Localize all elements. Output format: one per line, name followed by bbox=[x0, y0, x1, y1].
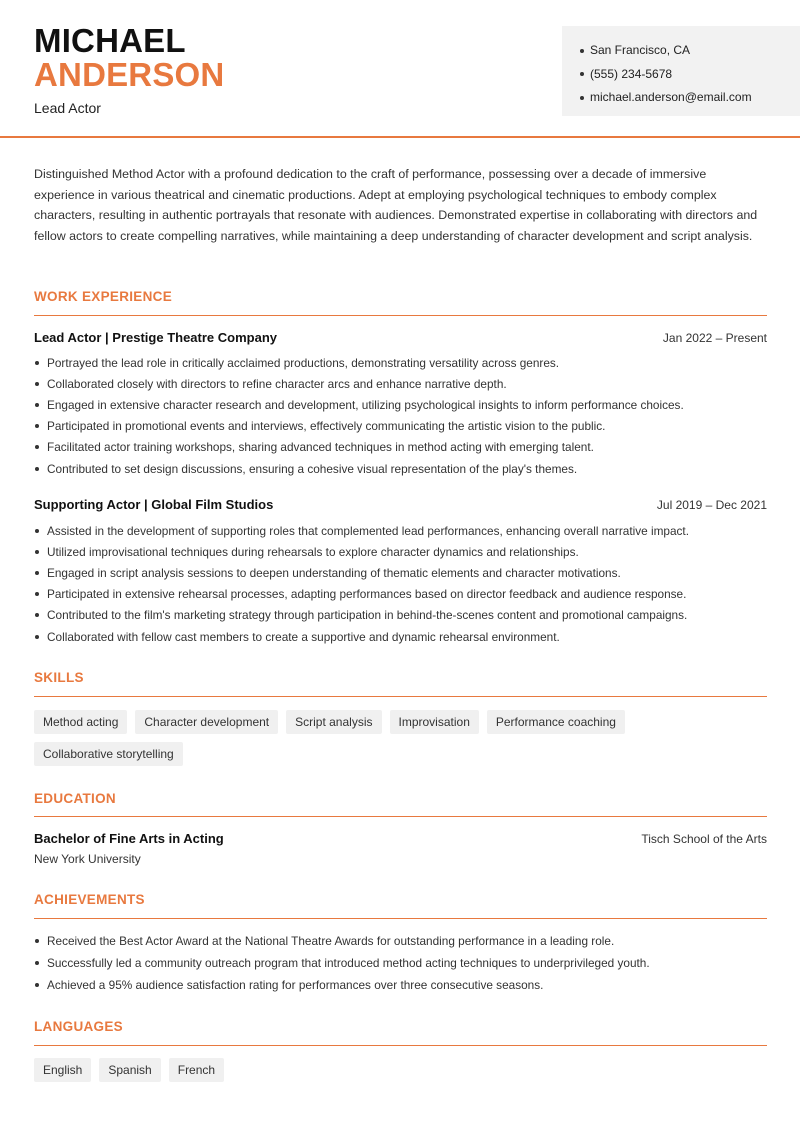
contact-phone bbox=[580, 63, 800, 87]
first-name: MICHAEL bbox=[34, 22, 186, 59]
list-item bbox=[34, 562, 767, 583]
contact-box bbox=[562, 26, 800, 116]
language-tag: French bbox=[169, 1058, 224, 1082]
contact-phone-text: (555) 234-5678 bbox=[590, 66, 673, 81]
list-item bbox=[34, 952, 767, 974]
contact-location-text: San Francisco, CA bbox=[590, 43, 691, 57]
bullet-icon bbox=[35, 613, 39, 617]
language-tag: Spanish bbox=[99, 1058, 160, 1082]
bullet-icon bbox=[35, 592, 39, 596]
job-role: Supporting Actor | Global Film Studios bbox=[34, 497, 274, 512]
skills-list bbox=[34, 710, 767, 766]
bullet-icon bbox=[35, 961, 39, 965]
section-title-achievements: ACHIEVEMENTS bbox=[34, 892, 145, 907]
list-item bbox=[34, 352, 767, 373]
list-item bbox=[34, 605, 767, 626]
job-header bbox=[34, 497, 767, 512]
education-header bbox=[34, 831, 767, 846]
professional-summary: Distinguished Method Actor with a profound dedication to the craft of performance, possessing over a decade of immersive experience in various theatrical and cinematic productions. Adept at employing psychological techniques to embody complex characters, resulting in authentic portrayals that resonate with audiences. Demonstrated expertise in collaborating with directors and fellow actors to create compelling narratives, while maintaining a deep understanding of character development and script analysis. bbox=[34, 167, 758, 243]
list-item-text: Engaged in extensive character research and development, utilizing psychological insights to inform performance choices. bbox=[47, 397, 684, 412]
list-item bbox=[34, 394, 767, 415]
job-bullets bbox=[34, 520, 767, 647]
job-role: Lead Actor | Prestige Theatre Company bbox=[34, 330, 277, 345]
bullet-icon bbox=[35, 445, 39, 449]
list-item-text: Engaged in script analysis sessions to deepen understanding of thematic elements and character motivations. bbox=[47, 565, 621, 580]
list-item-text: Achieved a 95% audience satisfaction rating for performances over three consecutive seasons. bbox=[47, 978, 544, 992]
list-item-text: Contributed to the film's marketing strategy through participation in behind-the-scenes content and promotional campaigns. bbox=[47, 608, 688, 623]
bullet-icon bbox=[580, 49, 584, 53]
skill-tag: Collaborative storytelling bbox=[34, 742, 183, 766]
skill-tag: Script analysis bbox=[286, 710, 381, 734]
section-title-skills: SKILLS bbox=[34, 670, 84, 685]
list-item bbox=[34, 458, 767, 479]
bullet-icon bbox=[580, 72, 584, 76]
list-item-text: Assisted in the development of supporting roles that complemented lead performances, enhancing overall narrative impact. bbox=[47, 523, 689, 538]
section-title-languages: LANGUAGES bbox=[34, 1019, 123, 1034]
skill-tag: Performance coaching bbox=[487, 710, 625, 734]
bullet-icon bbox=[35, 403, 39, 407]
contact-location bbox=[580, 39, 800, 63]
section-title-education: EDUCATION bbox=[34, 791, 116, 806]
skill-tag: Improvisation bbox=[390, 710, 479, 734]
section-divider bbox=[34, 816, 767, 817]
list-item-text: Received the Best Actor Award at the National Theatre Awards for outstanding performance in a leading role. bbox=[47, 934, 615, 948]
bullet-icon bbox=[35, 382, 39, 386]
achievements-list bbox=[34, 930, 767, 996]
list-item-text: Participated in promotional events and interviews, effectively communicating the artistic vision to the public. bbox=[47, 419, 606, 434]
list-item-text: Collaborated with fellow cast members to create a supportive and dynamic rehearsal environment. bbox=[47, 629, 560, 644]
list-item bbox=[34, 437, 767, 458]
section-divider bbox=[34, 1045, 767, 1046]
bullet-icon bbox=[35, 424, 39, 428]
bullet-icon bbox=[35, 983, 39, 987]
list-item bbox=[34, 974, 767, 996]
list-item bbox=[34, 584, 767, 605]
bullet-icon bbox=[35, 635, 39, 639]
education-university: New York University bbox=[34, 852, 141, 866]
list-item bbox=[34, 373, 767, 394]
job-dates: Jul 2019 – Dec 2021 bbox=[656, 498, 767, 512]
job-dates: Jan 2022 – Present bbox=[662, 331, 767, 345]
section-divider bbox=[34, 315, 767, 316]
job-bullets bbox=[34, 352, 767, 479]
bullet-icon bbox=[580, 96, 584, 100]
list-item bbox=[34, 416, 767, 437]
list-item bbox=[34, 930, 767, 952]
skill-tag: Method acting bbox=[34, 710, 127, 734]
list-item-text: Collaborated closely with directors to refine character arcs and enhance narrative depth. bbox=[47, 376, 507, 391]
contact-email[interactable] bbox=[580, 86, 800, 110]
education-school: Tisch School of the Arts bbox=[641, 832, 767, 846]
section-title-work: WORK EXPERIENCE bbox=[34, 289, 173, 304]
list-item-text: Facilitated actor training workshops, sharing advanced techniques in method acting with emerging talent. bbox=[47, 440, 594, 455]
skill-tag: Character development bbox=[135, 710, 278, 734]
section-divider bbox=[34, 918, 767, 919]
languages-list bbox=[34, 1058, 767, 1082]
bullet-icon bbox=[35, 939, 39, 943]
list-item-text: Successfully led a community outreach program that introduced method acting techniques to underprivileged youth. bbox=[47, 956, 650, 970]
list-item-text: Utilized improvisational techniques during rehearsals to explore character dynamics and relationships. bbox=[47, 544, 579, 559]
list-item-text: Participated in extensive rehearsal processes, adapting performances based on director feedback and audience response. bbox=[47, 587, 687, 602]
last-name: ANDERSON bbox=[34, 56, 225, 93]
section-divider bbox=[34, 696, 767, 697]
language-tag: English bbox=[34, 1058, 91, 1082]
contact-email-text[interactable]: michael.anderson@email.com bbox=[590, 90, 752, 104]
list-item bbox=[34, 541, 767, 562]
bullet-icon bbox=[35, 571, 39, 575]
list-item-text: Contributed to set design discussions, ensuring a cohesive visual representation of the play's themes. bbox=[47, 461, 578, 476]
list-item-text: Portrayed the lead role in critically acclaimed productions, demonstrating versatility across genres. bbox=[47, 355, 560, 370]
job-header bbox=[34, 330, 767, 345]
bullet-icon bbox=[35, 529, 39, 533]
list-item bbox=[34, 626, 767, 647]
list-item bbox=[34, 520, 767, 541]
bullet-icon bbox=[35, 361, 39, 365]
bullet-icon bbox=[35, 467, 39, 471]
education-degree: Bachelor of Fine Arts in Acting bbox=[34, 831, 224, 846]
bullet-icon bbox=[35, 550, 39, 554]
resume-header bbox=[0, 0, 800, 138]
job-title: Lead Actor bbox=[34, 100, 101, 116]
